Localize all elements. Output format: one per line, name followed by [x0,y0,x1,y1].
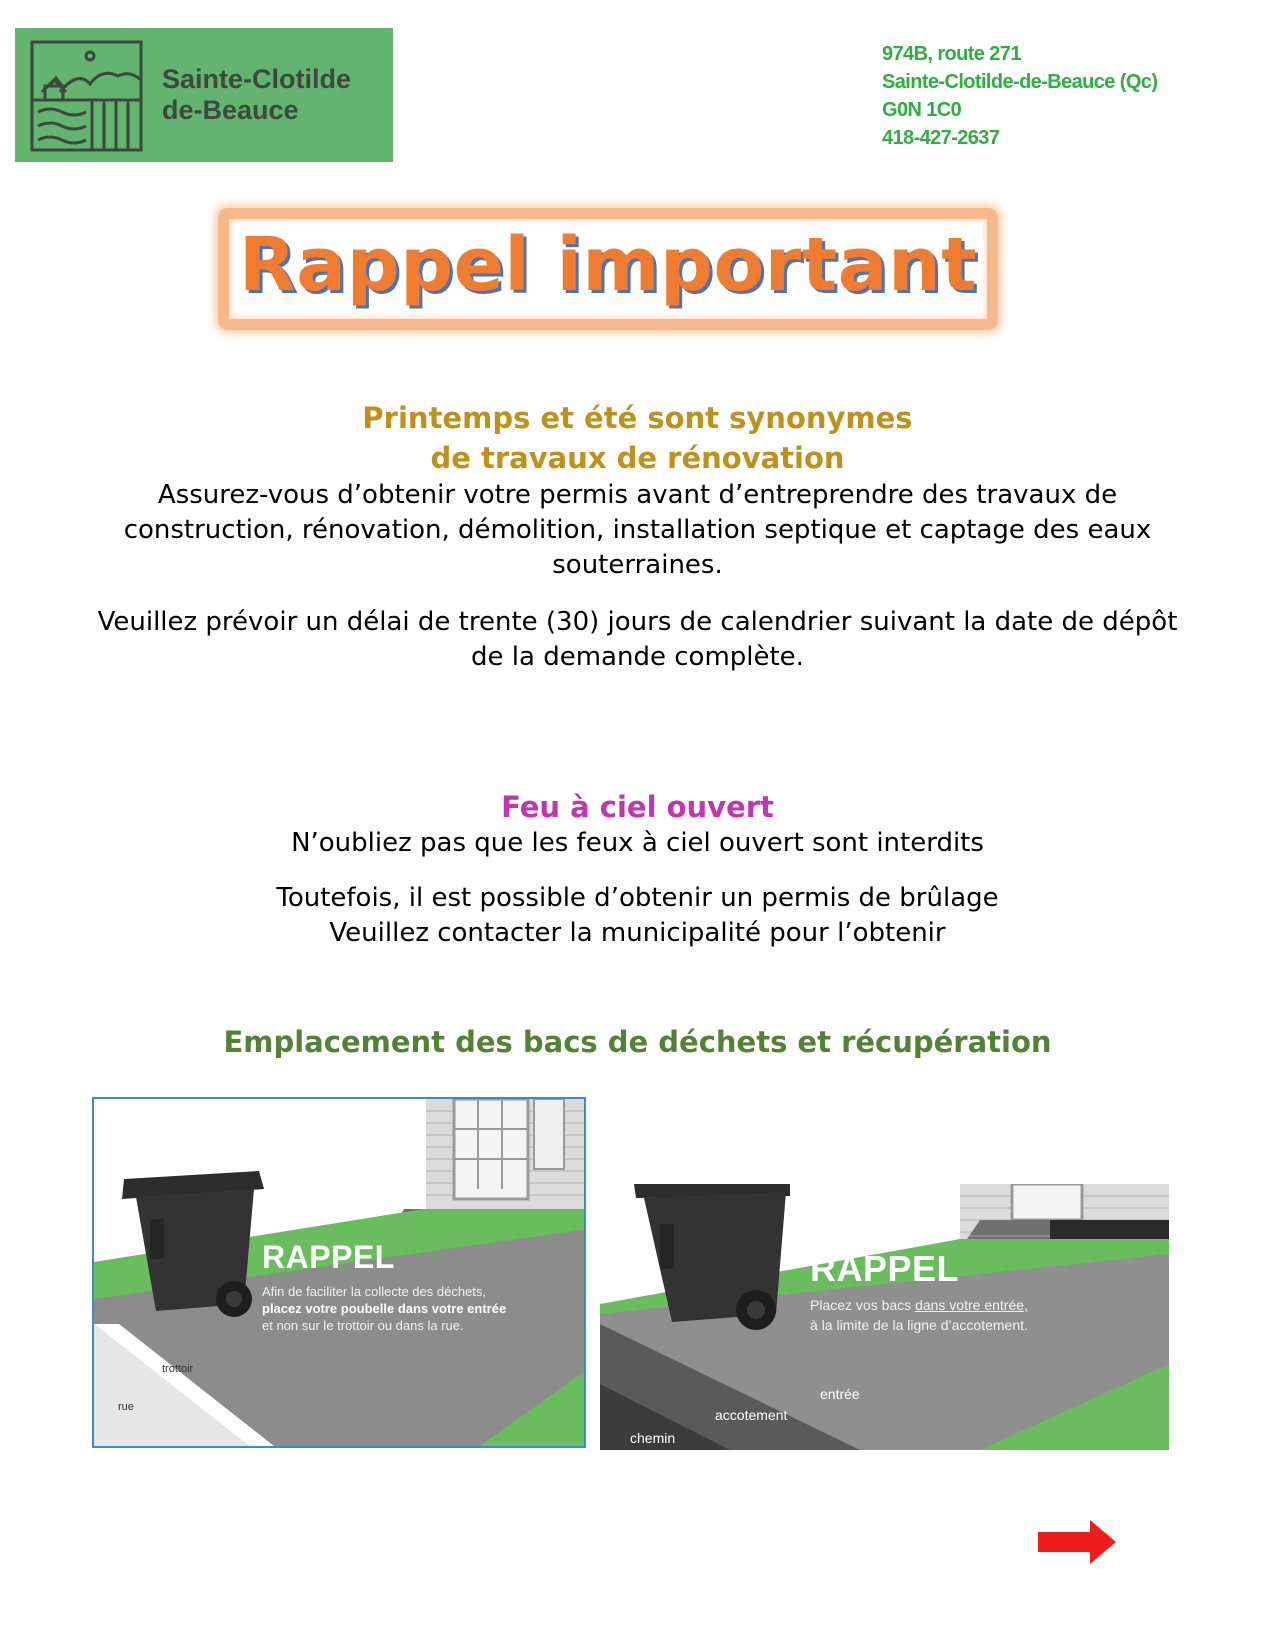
renovation-p2-line2: de la demande complète. [471,642,804,672]
label-street: rue [118,1401,134,1413]
municipality-name-line2: de-Beauce [162,95,299,125]
municipality-name-line1: Sainte-Clotilde [162,64,352,94]
renovation-heading [0,398,1275,478]
label-shoulder: accotement [715,1407,788,1423]
renovation-p2-line1: Veuillez prévoir un délai de trente (30) jours de calendrier suivant la date de dépôt [97,607,1178,637]
address-street: 974B, route 271 [882,43,1021,65]
bin-placement-illustration-sidewalk [92,1097,586,1448]
illustration1-line3: et non sur le trottoir ou dans la rue. [262,1318,464,1333]
illustration1-caption [262,1283,506,1334]
label-road: chemin [630,1430,676,1446]
illustration2-line2: à la limite de la ligne d’accotement. [810,1317,1028,1333]
illustration1-title: RAPPEL [262,1239,395,1275]
illustration2-title: RAPPEL [810,1248,960,1289]
municipality-logo [15,28,393,162]
municipal-emblem-icon [30,40,143,152]
address-phone: 418-427-2637 [882,127,1000,149]
renovation-p1-line1: Assurez-vous d’obtenir votre permis avant d’entreprendre des travaux de [157,480,1118,510]
fire-paragraph-permit [0,881,1275,951]
illustration1-line1: Afin de faciliter la collecte des déchets, [262,1284,487,1299]
address-postal-code: G0N 1C0 [882,99,962,121]
renovation-p1-line3: souterraines. [552,550,723,580]
fire-heading: Feu à ciel ouvert [501,790,774,824]
renovation-p1-line2: construction, rénovation, démolition, installation septique et captage des eaux [123,515,1152,545]
illustration2-line1-prefix: Placez vos bacs [810,1297,916,1313]
address-block [882,40,1222,152]
bin-placement-illustration-shoulder [600,1184,1169,1450]
bins-heading: Emplacement des bacs de déchets et récupération [223,1025,1052,1059]
renovation-paragraph-delay [0,605,1275,675]
right-arrow-icon[interactable] [1038,1520,1116,1564]
illustration2-line1-underlined: dans votre entrée, [915,1297,1028,1313]
renovation-heading-line1: Printemps et été sont synonymes [362,401,913,435]
address-city: Sainte-Clotilde-de-Beauce (Qc) [882,71,1158,93]
fire-p1-line: N’oubliez pas que les feux à ciel ouvert sont interdits [291,828,984,858]
label-sidewalk: trottoir [162,1363,194,1375]
fire-p2-line1: Toutefois, il est possible d’obtenir un permis de brûlage [276,883,999,913]
illustration1-line2: placez votre poubelle dans votre entrée [262,1301,507,1316]
fire-paragraph-prohibition [0,826,1275,861]
fire-p2-line2: Veuillez contacter la municipalité pour l’obtenir [329,918,946,948]
illustration2-caption [810,1295,1028,1335]
renovation-heading-line2: de travaux de rénovation [430,441,845,475]
label-driveway: entrée [820,1386,860,1402]
municipality-name [162,64,387,126]
renovation-paragraph-permit [0,478,1275,583]
page-title: Rappel important [238,222,978,308]
